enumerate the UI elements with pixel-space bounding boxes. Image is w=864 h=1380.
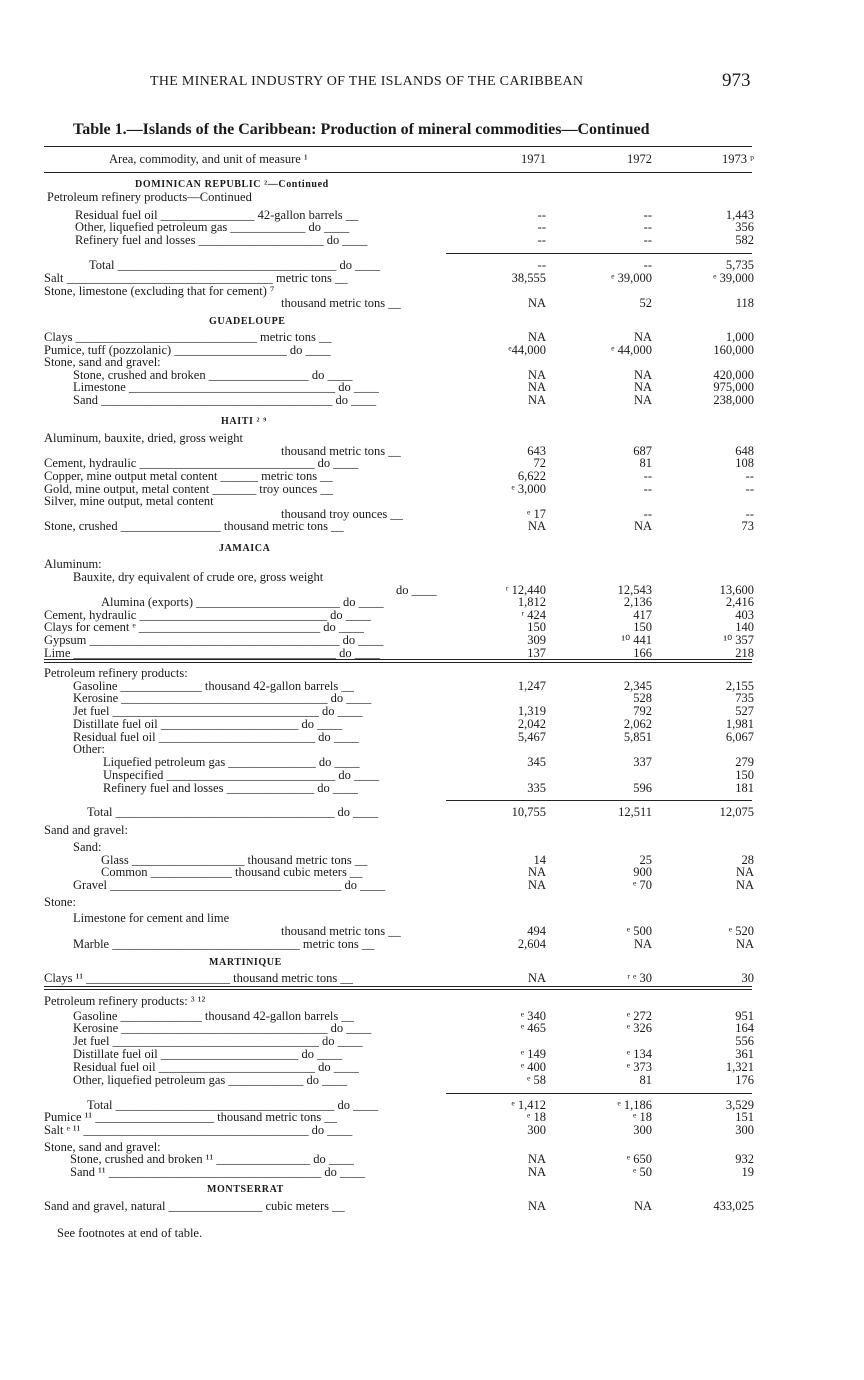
table-top-rule bbox=[44, 146, 752, 147]
row-label: Common _____________ thousand cubic meters __ bbox=[101, 865, 363, 879]
cell-1973: -- bbox=[745, 469, 754, 483]
row-label: Pumice, tuff (pozzolanic) __________________ do ____ bbox=[44, 343, 331, 357]
total-rule-martinique bbox=[446, 1093, 752, 1094]
cell-1973: 5,735 bbox=[725, 258, 754, 272]
cell-1973: 218 bbox=[735, 646, 754, 660]
page-number: 973 bbox=[722, 70, 751, 91]
table-row bbox=[0, 394, 864, 407]
cell-1973: 3,529 bbox=[725, 1098, 754, 1112]
row-label: do ____ bbox=[396, 583, 437, 597]
cell-1972: ʳ ᵉ 30 bbox=[627, 971, 652, 985]
row-label: Stone: bbox=[44, 895, 76, 909]
row-label: Copper, mine output metal content ______ metric tons __ bbox=[44, 469, 333, 483]
row-label: Gasoline _____________ thousand 42-gallon barrels __ bbox=[73, 679, 354, 693]
cell-1973: 1,321 bbox=[725, 1060, 754, 1074]
section-heading: MARTINIQUE bbox=[209, 957, 282, 968]
section-heading-row bbox=[0, 956, 864, 969]
cell-1973: ᵉ 520 bbox=[728, 924, 754, 938]
cell-1973: 951 bbox=[735, 1009, 754, 1023]
section-heading-row bbox=[0, 415, 864, 428]
row-label: thousand metric tons __ bbox=[281, 444, 401, 458]
cell-1971: 6,622 bbox=[517, 469, 546, 483]
cell-1972: 25 bbox=[639, 853, 652, 867]
cell-1971: NA bbox=[527, 1165, 546, 1179]
cell-1972: -- bbox=[643, 469, 652, 483]
cell-1971: ᵉ 1,412 bbox=[511, 1098, 546, 1112]
cell-1971: 1,812 bbox=[517, 595, 546, 609]
table-row bbox=[0, 806, 864, 819]
cell-1971: 14 bbox=[533, 853, 546, 867]
row-label: thousand metric tons __ bbox=[281, 924, 401, 938]
row-label: Liquefied petroleum gas ______________ do ____ bbox=[103, 755, 360, 769]
footer-note: See footnotes at end of table. bbox=[57, 1226, 203, 1240]
row-label: Sand and gravel, natural _______________ cubic meters __ bbox=[44, 1199, 345, 1213]
table-header bbox=[0, 152, 864, 170]
cell-1972: 2,136 bbox=[623, 595, 652, 609]
section-double-rule-martinique bbox=[44, 986, 752, 990]
cell-1973: ¹⁰ 357 bbox=[723, 633, 754, 647]
table-row bbox=[0, 234, 864, 247]
table-row bbox=[0, 995, 864, 1008]
row-label: Petroleum refinery products: bbox=[44, 666, 188, 680]
row-label: Total ___________________________________ do ____ bbox=[87, 805, 379, 819]
cell-1973: 118 bbox=[735, 296, 754, 310]
cell-1973: 150 bbox=[735, 768, 754, 782]
row-label: Distillate fuel oil ______________________ do ____ bbox=[73, 1047, 343, 1061]
cell-1973: 12,075 bbox=[719, 805, 754, 819]
cell-1972: ᵉ 326 bbox=[626, 1021, 652, 1035]
cell-1971: NA bbox=[527, 971, 546, 985]
row-label: Silver, mine output, metal content bbox=[44, 494, 214, 508]
cell-1973: -- bbox=[745, 507, 754, 521]
cell-1971: NA bbox=[527, 380, 546, 394]
row-label: Stone, sand and gravel: bbox=[44, 1140, 161, 1154]
cell-1972: -- bbox=[643, 507, 652, 521]
row-label: Sand ¹¹ __________________________________ do ____ bbox=[70, 1165, 365, 1179]
table-row bbox=[0, 1074, 864, 1087]
row-label: Limestone _________________________________ do ____ bbox=[73, 380, 379, 394]
table-row bbox=[0, 938, 864, 951]
cell-1971: -- bbox=[537, 208, 546, 222]
cell-1972: ¹⁰ 441 bbox=[621, 633, 652, 647]
row-label: Stone, crushed ________________ thousand metric tons __ bbox=[44, 519, 344, 533]
cell-1971: 1,319 bbox=[517, 704, 546, 718]
cell-1973: 2,155 bbox=[725, 679, 754, 693]
section-heading-row bbox=[0, 1183, 864, 1196]
row-label: Aluminum, bauxite, dried, gross weight bbox=[44, 431, 243, 445]
table-row bbox=[0, 896, 864, 909]
section-heading-row bbox=[0, 542, 864, 555]
running-head bbox=[0, 70, 864, 94]
cell-1971: NA bbox=[527, 296, 546, 310]
cell-1972: ᵉ 18 bbox=[633, 1110, 652, 1124]
cell-1973: NA bbox=[735, 865, 754, 879]
cell-1971: ᵉ 18 bbox=[527, 1110, 546, 1124]
cell-1973: 176 bbox=[735, 1073, 754, 1087]
cell-1972: 166 bbox=[633, 646, 652, 660]
row-label: Aluminum: bbox=[44, 557, 102, 571]
row-label: Lime __________________________________________ do ____ bbox=[44, 646, 380, 660]
row-label: Clays for cement ᵉ _____________________________ do ____ bbox=[44, 620, 364, 634]
table-row bbox=[0, 495, 864, 508]
row-label: Kerosine _________________________________ do ____ bbox=[73, 691, 372, 705]
cell-1972: -- bbox=[643, 220, 652, 234]
table-row bbox=[0, 824, 864, 837]
row-label: Refinery fuel and losses ______________ do ____ bbox=[103, 781, 358, 795]
cell-1972: NA bbox=[633, 380, 652, 394]
row-label: thousand metric tons __ bbox=[281, 296, 401, 310]
cell-1973: 140 bbox=[735, 620, 754, 634]
cell-1972: 2,062 bbox=[623, 717, 652, 731]
row-label: Clays _____________________________ metric tons __ bbox=[44, 330, 332, 344]
table-row bbox=[0, 1200, 864, 1213]
cell-1973: 73 bbox=[741, 519, 754, 533]
header-year-1971: 1971 bbox=[521, 152, 546, 166]
cell-1973: 13,600 bbox=[719, 583, 754, 597]
cell-1971: NA bbox=[527, 368, 546, 382]
cell-1972: 81 bbox=[639, 456, 652, 470]
section-double-rule-jamaica bbox=[44, 659, 752, 663]
cell-1971: NA bbox=[527, 519, 546, 533]
cell-1972: NA bbox=[633, 330, 652, 344]
cell-1971: 300 bbox=[527, 1123, 546, 1137]
cell-1971: NA bbox=[527, 865, 546, 879]
cell-1972: 792 bbox=[633, 704, 652, 718]
cell-1973: NA bbox=[735, 937, 754, 951]
header-year-1972: 1972 bbox=[627, 152, 652, 166]
cell-1973: 28 bbox=[741, 853, 754, 867]
cell-1971: NA bbox=[527, 393, 546, 407]
table-title: Table 1.—Islands of the Caribbean: Production of mineral commodities—Continued bbox=[73, 121, 650, 138]
cell-1971: -- bbox=[537, 220, 546, 234]
cell-1972: 687 bbox=[633, 444, 652, 458]
cell-1971: 72 bbox=[533, 456, 546, 470]
row-label: Petroleum refinery products: ³ ¹² bbox=[44, 994, 206, 1008]
cell-1972: 12,511 bbox=[618, 805, 652, 819]
cell-1971: 2,042 bbox=[517, 717, 546, 731]
row-label: Gold, mine output, metal content _______ troy ounces __ bbox=[44, 482, 333, 496]
cell-1971: ᵉ 340 bbox=[520, 1009, 546, 1023]
total-rule-dr bbox=[446, 253, 752, 254]
row-label: Stone, sand and gravel: bbox=[44, 355, 161, 369]
cell-1972: NA bbox=[633, 937, 652, 951]
row-label: Sand: bbox=[73, 840, 102, 854]
cell-1972: 12,543 bbox=[617, 583, 652, 597]
cell-1972: 900 bbox=[633, 865, 652, 879]
table-row bbox=[0, 520, 864, 533]
row-label: Other, liquefied petroleum gas ____________ do ____ bbox=[73, 1073, 348, 1087]
cell-1972: 81 bbox=[639, 1073, 652, 1087]
cell-1973: NA bbox=[735, 878, 754, 892]
section-heading: HAITI ² ⁹ bbox=[221, 416, 267, 427]
cell-1973: 527 bbox=[735, 704, 754, 718]
row-label: Stone, crushed and broken ¹¹ _______________ do ____ bbox=[70, 1152, 354, 1166]
row-label: Salt _________________________________ metric tons __ bbox=[44, 271, 348, 285]
cell-1972: 337 bbox=[633, 755, 652, 769]
cell-1972: 417 bbox=[633, 608, 652, 622]
cell-1973: 556 bbox=[735, 1034, 754, 1048]
row-label: Cement, hydraulic ______________________________ do ____ bbox=[44, 608, 371, 622]
cell-1971: 10,755 bbox=[511, 805, 546, 819]
row-label: Distillate fuel oil ______________________ do ____ bbox=[73, 717, 343, 731]
row-label: Total ___________________________________ do ____ bbox=[89, 258, 381, 272]
section-heading: MONTSERRAT bbox=[207, 1184, 284, 1195]
cell-1972: NA bbox=[633, 368, 652, 382]
table-row bbox=[0, 972, 864, 985]
cell-1973: 164 bbox=[735, 1021, 754, 1035]
row-label: Cement, hydraulic ____________________________ do ____ bbox=[44, 456, 359, 470]
cell-1973: 932 bbox=[735, 1152, 754, 1166]
row-label: Unspecified ___________________________ do ____ bbox=[103, 768, 380, 782]
cell-1973: 361 bbox=[735, 1047, 754, 1061]
cell-1972: 300 bbox=[633, 1123, 652, 1137]
row-label: Limestone for cement and lime bbox=[73, 911, 230, 925]
row-label: Gasoline _____________ thousand 42-gallon barrels __ bbox=[73, 1009, 354, 1023]
cell-1973: 181 bbox=[735, 781, 754, 795]
table-row bbox=[0, 879, 864, 892]
cell-1971: 150 bbox=[527, 620, 546, 634]
cell-1971: 309 bbox=[527, 633, 546, 647]
section-heading: GUADELOUPE bbox=[209, 316, 286, 327]
row-label: Bauxite, dry equivalent of crude ore, gross weight bbox=[73, 570, 324, 584]
cell-1973: 151 bbox=[735, 1110, 754, 1124]
cell-1973: 975,000 bbox=[713, 380, 754, 394]
row-label: Kerosine _________________________________ do ____ bbox=[73, 1021, 372, 1035]
cell-1971: 1,247 bbox=[517, 679, 546, 693]
cell-1973: ᵉ 39,000 bbox=[713, 271, 754, 285]
cell-1971: NA bbox=[527, 1199, 546, 1213]
row-label: Residual fuel oil _________________________ do ____ bbox=[73, 730, 359, 744]
cell-1973: 279 bbox=[735, 755, 754, 769]
cell-1971: ᵉ 149 bbox=[520, 1047, 546, 1061]
table-row bbox=[0, 782, 864, 795]
cell-1972: ᵉ 44,000 bbox=[611, 343, 652, 357]
row-label: Sand _____________________________________ do ____ bbox=[73, 393, 377, 407]
running-title: THE MINERAL INDUSTRY OF THE ISLANDS OF THE CARIBBEAN bbox=[150, 74, 584, 89]
row-label: Marble ______________________________ metric tons __ bbox=[73, 937, 375, 951]
header-year-1973: 1973 ᵖ bbox=[721, 152, 754, 166]
cell-1973: 1,000 bbox=[725, 330, 754, 344]
cell-1971: 643 bbox=[527, 444, 546, 458]
cell-1972: ᵉ 373 bbox=[626, 1060, 652, 1074]
cell-1972: 150 bbox=[633, 620, 652, 634]
row-label: Residual fuel oil _______________ 42-gallon barrels __ bbox=[75, 208, 359, 222]
cell-1972: NA bbox=[633, 1199, 652, 1213]
cell-1973: 735 bbox=[735, 691, 754, 705]
row-label: Clays ¹¹ _______________________ thousand metric tons __ bbox=[44, 971, 353, 985]
header-area: Area, commodity, and unit of measure ¹ bbox=[109, 152, 308, 166]
cell-1973: 6,067 bbox=[725, 730, 754, 744]
cell-1971: ᵉ 3,000 bbox=[511, 482, 546, 496]
cell-1971: 2,604 bbox=[517, 937, 546, 951]
row-label: Glass __________________ thousand metric tons __ bbox=[101, 853, 368, 867]
cell-1973: 403 bbox=[735, 608, 754, 622]
cell-1973: 108 bbox=[735, 456, 754, 470]
cell-1971: ʳ 12,440 bbox=[505, 583, 546, 597]
cell-1972: NA bbox=[633, 519, 652, 533]
cell-1972: -- bbox=[643, 482, 652, 496]
row-label: Other: bbox=[73, 742, 105, 756]
cell-1972: 52 bbox=[639, 296, 652, 310]
cell-1972: ᵉ 39,000 bbox=[611, 271, 652, 285]
cell-1973: 420,000 bbox=[713, 368, 754, 382]
cell-1972: 528 bbox=[633, 691, 652, 705]
row-label: Petroleum refinery products—Continued bbox=[47, 190, 252, 204]
cell-1973: 160,000 bbox=[713, 343, 754, 357]
table-row bbox=[0, 1124, 864, 1137]
row-label: Salt ᵉ ¹¹ ____________________________________ do ____ bbox=[44, 1123, 353, 1137]
cell-1972: ᵉ 50 bbox=[633, 1165, 652, 1179]
cell-1973: 19 bbox=[741, 1165, 754, 1179]
cell-1972: -- bbox=[643, 208, 652, 222]
row-label: Sand and gravel: bbox=[44, 823, 129, 837]
cell-1971: ᵉ 58 bbox=[527, 1073, 546, 1087]
cell-1971: ᵉ 400 bbox=[520, 1060, 546, 1074]
total-rule-jamaica bbox=[446, 800, 752, 801]
cell-1972: 2,345 bbox=[623, 679, 652, 693]
cell-1972: -- bbox=[643, 258, 652, 272]
table-row bbox=[0, 297, 864, 310]
row-label: Gravel _____________________________________ do ____ bbox=[73, 878, 386, 892]
cell-1972: 596 bbox=[633, 781, 652, 795]
cell-1971: ᵉ 465 bbox=[520, 1021, 546, 1035]
cell-1971: NA bbox=[527, 1152, 546, 1166]
row-label: Other, liquefied petroleum gas ____________ do ____ bbox=[75, 220, 350, 234]
row-label: Stone, limestone (excluding that for cement) ⁷ bbox=[44, 284, 275, 298]
row-label: Gypsum ________________________________________ do ____ bbox=[44, 633, 384, 647]
cell-1971: 335 bbox=[527, 781, 546, 795]
table-row bbox=[0, 1166, 864, 1179]
cell-1972: -- bbox=[643, 233, 652, 247]
cell-1973: 2,416 bbox=[725, 595, 754, 609]
row-label: Refinery fuel and losses ____________________ do ____ bbox=[75, 233, 368, 247]
row-label: Jet fuel _________________________________ do ____ bbox=[73, 704, 363, 718]
cell-1972: ᵉ 134 bbox=[626, 1047, 652, 1061]
cell-1971: 5,467 bbox=[517, 730, 546, 744]
cell-1972: ᵉ 70 bbox=[633, 878, 652, 892]
cell-1971: 38,555 bbox=[511, 271, 546, 285]
row-label: Jet fuel _________________________________ do ____ bbox=[73, 1034, 363, 1048]
cell-1971: ᵉ44,000 bbox=[508, 343, 546, 357]
row-label: Stone, crushed and broken ________________ do ____ bbox=[73, 368, 353, 382]
cell-1973: 1,443 bbox=[725, 208, 754, 222]
table-row bbox=[0, 191, 864, 204]
row-label: Residual fuel oil _________________________ do ____ bbox=[73, 1060, 359, 1074]
cell-1973: 30 bbox=[741, 971, 754, 985]
cell-1972: ᵉ 1,186 bbox=[617, 1098, 652, 1112]
cell-1971: ᵉ 17 bbox=[527, 507, 546, 521]
cell-1973: 238,000 bbox=[713, 393, 754, 407]
section-heading-row bbox=[0, 315, 864, 328]
cell-1973: 356 bbox=[735, 220, 754, 234]
section-heading: JAMAICA bbox=[219, 543, 271, 554]
row-label: Total ___________________________________ do ____ bbox=[87, 1098, 379, 1112]
cell-1971: ʳ 424 bbox=[521, 608, 546, 622]
cell-1971: -- bbox=[537, 258, 546, 272]
cell-1973: 300 bbox=[735, 1123, 754, 1137]
header-bottom-rule bbox=[44, 172, 752, 173]
cell-1972: ᵉ 500 bbox=[626, 924, 652, 938]
cell-1973: 433,025 bbox=[713, 1199, 754, 1213]
cell-1971: 137 bbox=[527, 646, 546, 660]
cell-1973: 1,981 bbox=[725, 717, 754, 731]
row-label: thousand troy ounces __ bbox=[281, 507, 403, 521]
cell-1972: ᵉ 272 bbox=[626, 1009, 652, 1023]
cell-1971: 494 bbox=[527, 924, 546, 938]
cell-1973: 648 bbox=[735, 444, 754, 458]
cell-1972: 5,851 bbox=[623, 730, 652, 744]
cell-1971: -- bbox=[537, 233, 546, 247]
cell-1971: NA bbox=[527, 330, 546, 344]
cell-1973: 582 bbox=[735, 233, 754, 247]
cell-1973: -- bbox=[745, 482, 754, 496]
cell-1972: NA bbox=[633, 393, 652, 407]
row-label: Alumina (exports) _______________________ do ____ bbox=[101, 595, 384, 609]
cell-1972: ᵉ 650 bbox=[626, 1152, 652, 1166]
cell-1971: NA bbox=[527, 878, 546, 892]
row-label: Pumice ¹¹ ___________________ thousand metric tons __ bbox=[44, 1110, 337, 1124]
section-heading: DOMINICAN REPUBLIC ²—Continued bbox=[135, 179, 329, 190]
cell-1971: 345 bbox=[527, 755, 546, 769]
